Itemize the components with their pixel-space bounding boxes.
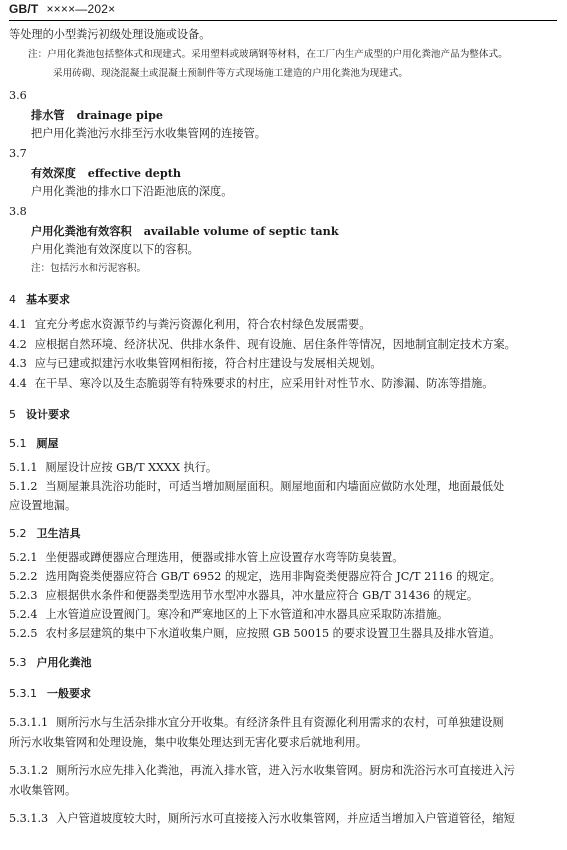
clause-text: 宜充分考虑水资源节约与粪污资源化利用，符合农村绿色发展需要。: [34, 318, 371, 331]
term-title-zh: 有效深度: [31, 166, 76, 180]
section-number: 5.3.1: [9, 687, 37, 700]
clause: [9, 377, 494, 391]
clause-number: 5.3.1.3: [9, 812, 49, 825]
section-heading: [9, 293, 70, 307]
section-title: 卫生洁具: [36, 527, 81, 540]
note-text: 注：包括污水和污泥容积。: [31, 263, 147, 274]
term-number: 3.6: [9, 89, 27, 102]
section-title: 一般要求: [47, 687, 91, 700]
term-title-en: available volume of septic tank: [143, 224, 339, 238]
clause-number: 5.2.2: [9, 570, 38, 583]
clause-text: 上水管道应设置阀门。寒冷和严寒地区的上下水管道和冲水器具应采取防冻措施。: [45, 608, 449, 621]
clause-number: 4.4: [9, 377, 27, 390]
term-title: [31, 166, 181, 180]
term-number: 3.7: [9, 147, 27, 160]
clause-text: 坐便器或蹲便器应合理选用，便器或排水管上应设置存水弯等防臭装置。: [45, 551, 404, 564]
clause-number: 4.1: [9, 318, 27, 331]
clause-text: 当厕屋兼具洗浴功能时，可适当增加厕屋面积。厕屋地面和内墙面应做防水处理，地面最低处: [45, 480, 505, 493]
term-definition: 把户用化粪池污水排至污水收集管网的连接管。: [31, 127, 266, 140]
clause-text: 应与已建或拟建污水收集管网相衔接，符合村庄建设与发展相关规划。: [34, 357, 382, 370]
term-title-zh: 排水管: [31, 108, 65, 122]
clause: [9, 627, 500, 641]
clause-number: 5.2.5: [9, 627, 38, 640]
clause-continuation: 所污水收集管网和处理设施，集中收集处理达到无害化要求后就地利用。: [9, 736, 368, 749]
section-number: 5.1: [9, 437, 27, 450]
clause-continuation: 水收集管网。: [9, 784, 77, 797]
section-heading: [9, 408, 70, 422]
clause-number: 5.2.4: [9, 608, 38, 621]
clause-text: 厕屋设计应按 GB/T XXXX 执行。: [45, 461, 218, 474]
term-number: 3.8: [9, 205, 27, 218]
clause-number: 4.2: [9, 338, 27, 351]
clause-number: 5.1.1: [9, 461, 38, 474]
subsection-heading: [9, 437, 59, 451]
clause: [9, 461, 217, 475]
clause: [9, 716, 504, 730]
clause: [9, 551, 403, 565]
term-definition: 户用化粪池的排水口下沿距池底的深度。: [31, 185, 233, 198]
paragraph-text: 等处理的小型粪污初级处理设施或设备。: [9, 28, 211, 41]
section-title: 设计要求: [26, 408, 70, 421]
note-text: 采用砖砌、现浇混凝土或混凝土预制件等方式现场施工建造的户用化粪池为现建式。: [53, 68, 408, 79]
clause-text: 入户管道坡度较大时，厕所污水可直接接入污水收集管网，并应适当增加入户管道管径，缩短: [56, 812, 515, 825]
clause-text: 应根据自然环境、经济状况、供排水条件、现有设施、居住条件等情况，因地制宜制定技术方案。: [34, 338, 516, 351]
subsection-heading: [9, 656, 92, 670]
subsection-heading: [9, 527, 81, 541]
clause-number: 5.2.1: [9, 551, 38, 564]
header-rule: [9, 20, 557, 21]
clause-text: 在干旱、寒冷以及生态脆弱等有特殊要求的村庄，应采用针对性节水、防渗漏、防冻等措施。: [34, 377, 494, 390]
term-title-zh: 户用化粪池有效容积: [31, 224, 132, 238]
clause-text: 厕所污水应先排入化粪池，再流入排水管，进入污水收集管网。厨房和洗浴污水可直接进入污: [56, 764, 515, 777]
section-number: 4: [9, 293, 16, 306]
section-number: 5.3: [9, 656, 27, 669]
clause-continuation: 应设置地漏。: [9, 499, 77, 512]
page-header: [9, 2, 115, 16]
clause: [9, 318, 370, 332]
section-number: 5: [9, 408, 16, 421]
clause: [9, 357, 382, 371]
clause-number: 5.3.1.1: [9, 716, 49, 729]
term-title: [31, 108, 163, 122]
clause-number: 4.3: [9, 357, 27, 370]
section-title: 户用化粪池: [36, 656, 92, 669]
clause-text: 选用陶瓷类便器应符合 GB/T 6952 的规定，选用非陶瓷类便器应符合 JC/T 2116 的规定。: [45, 570, 501, 583]
note-text: 注：户用化粪池包括整体式和现建式。采用塑料或玻璃钢等材料，在工厂内生产成型的户用化粪池产品为整体式。: [28, 49, 508, 60]
standard-prefix: GB/T: [9, 2, 39, 16]
clause: [9, 570, 501, 584]
clause: [9, 608, 448, 622]
section-title: 基本要求: [26, 293, 70, 306]
clause: [9, 338, 516, 352]
clause-text: 厕所污水与生活杂排水宜分开收集。有经济条件且有资源化利用需求的农村，可单独建设厕: [56, 716, 504, 729]
standard-number: ××××—202×: [46, 2, 116, 16]
term-definition: 户用化粪池有效深度以下的容积。: [31, 243, 199, 256]
clause: [9, 589, 478, 603]
clause-number: 5.2.3: [9, 589, 38, 602]
clause-text: 应根据供水条件和便器类型选用节水型冲水器具，冲水量应符合 GB/T 31436 的规定。: [45, 589, 479, 602]
clause: [9, 480, 504, 494]
term-title-en: drainage pipe: [76, 108, 164, 122]
section-title: 厕屋: [36, 437, 59, 450]
section-number: 5.2: [9, 527, 27, 540]
term-title-en: effective depth: [87, 166, 181, 180]
clause-text: 农村多层建筑的集中下水道收集户厕，应按照 GB 50015 的要求设置卫生器具及排水管道。: [45, 627, 501, 640]
clause-number: 5.1.2: [9, 480, 38, 493]
term-title: [31, 224, 339, 238]
clause: [9, 812, 515, 826]
subsection-heading: [9, 687, 91, 701]
clause: [9, 764, 515, 778]
clause-number: 5.3.1.2: [9, 764, 49, 777]
